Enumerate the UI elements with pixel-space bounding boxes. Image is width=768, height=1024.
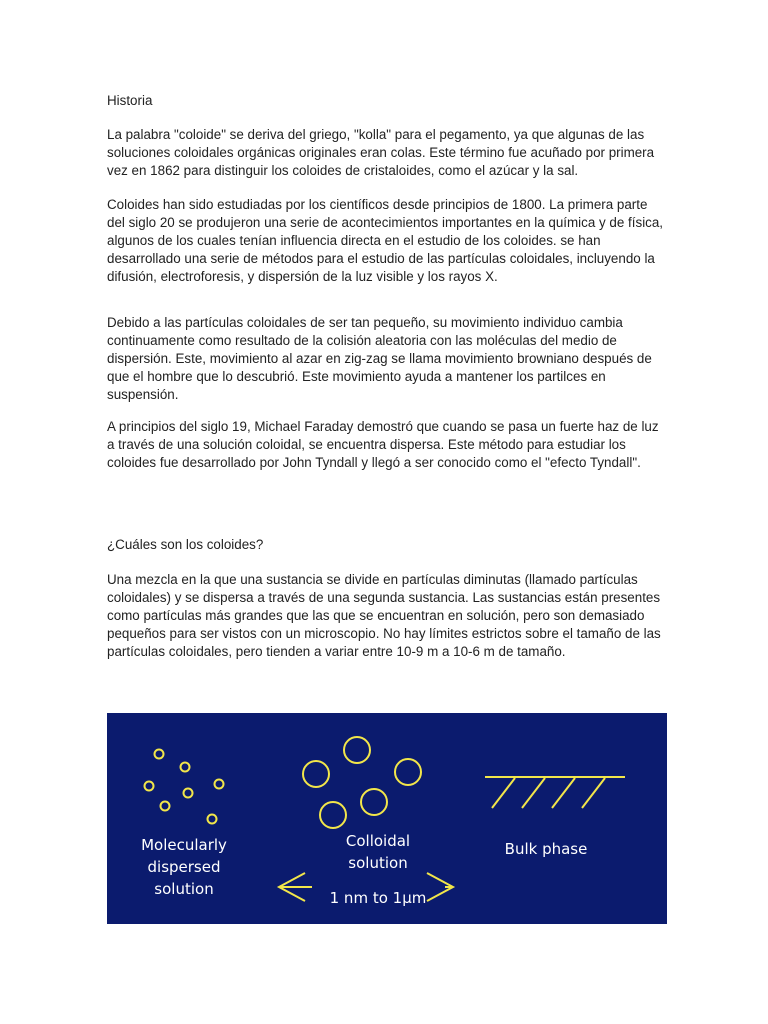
colloid-diagram bbox=[107, 713, 667, 924]
molecular-particles bbox=[145, 750, 224, 824]
label-molecularly-dispersed: Molecularly dispersed solution bbox=[141, 836, 227, 898]
colloid-particle bbox=[344, 737, 370, 763]
molecule-particle bbox=[161, 802, 170, 811]
colloid-particle bbox=[395, 759, 421, 785]
label-colloidal-solution: Colloidal solution bbox=[345, 832, 411, 872]
molecule-particle bbox=[184, 789, 193, 798]
colloid-particle bbox=[303, 761, 329, 787]
label-size-range: 1 nm to 1μm bbox=[329, 889, 427, 907]
colloid-particle bbox=[361, 789, 387, 815]
paragraph-definition: Una mezcla en la que una sustancia se divide en partículas diminutas (llamado partículas coloidales) y se dispersa a través de una segunda sustancia. Las sustancias están presentes como partículas más grandes que las que se encuentran en solución, pero son demasiado pequeños para ser vistos con un microscopio. No hay límites estrictos sobre el tamaño de las partículas coloidales, pero tienden a variar entre 10-9 m a 10-6 m de tamaño. bbox=[107, 572, 661, 659]
paragraph-study: Coloides han sido estudiadas por los científicos desde principios de 1800. La primera parte del siglo 20 se produjeron una serie de acontecimientos importantes en la química y de física, algunos de los cuales tenían influencia directa en el estudio de los coloides. se han desarrollado una serie de métodos para el estudio de las partículas coloidales, incluyendo la difusión, electroforesis, y dispersión de la luz visible y los rayos X. bbox=[107, 197, 664, 284]
molecule-particle bbox=[208, 815, 217, 824]
molecule-particle bbox=[145, 782, 154, 791]
paragraph-tyndall: A principios del siglo 19, Michael Faraday demostró que cuando se pasa un fuerte haz de luz a través de una solución coloidal, se encuentra dispersa. Este método para estudiar los coloides fue desarrollado por John Tyndall y llegó a ser conocido como el "efecto Tyndall". bbox=[107, 419, 659, 470]
heading-historia: Historia bbox=[107, 93, 153, 108]
bulk-hatch-line bbox=[552, 778, 575, 808]
paragraph-origin: La palabra "coloide" se deriva del griego, "kolla" para el pegamento, ya que algunas de las soluciones coloidales orgánicas originales eran colas. Este término fue acuñado por primera vez en 1862 para distinguir los coloides de cristaloides, como el azúcar y la sal. bbox=[107, 127, 655, 178]
bulk-phase-hatching bbox=[485, 777, 625, 808]
molecule-particle bbox=[181, 763, 190, 772]
bulk-hatch-line bbox=[492, 778, 515, 808]
heading-cuales-son: ¿Cuáles son los coloides? bbox=[107, 537, 264, 552]
bulk-hatch-line bbox=[582, 778, 605, 808]
molecule-particle bbox=[155, 750, 164, 759]
bulk-hatch-line bbox=[522, 778, 545, 808]
label-bulk-phase: Bulk phase bbox=[504, 840, 588, 858]
colloid-particle bbox=[320, 802, 346, 828]
molecule-particle bbox=[215, 780, 224, 789]
paragraph-brownian: Debido a las partículas coloidales de ser tan pequeño, su movimiento individuo cambia continuamente como resultado de la colisión aleatoria con las moléculas del medio de dispersión. Este, movimiento al azar en zig-zag se llama movimiento browniano después de que el hombre que lo descubrió. Este movimiento ayuda a mantener los partilces en suspensión. bbox=[107, 315, 652, 402]
colloidal-particles bbox=[303, 737, 421, 828]
